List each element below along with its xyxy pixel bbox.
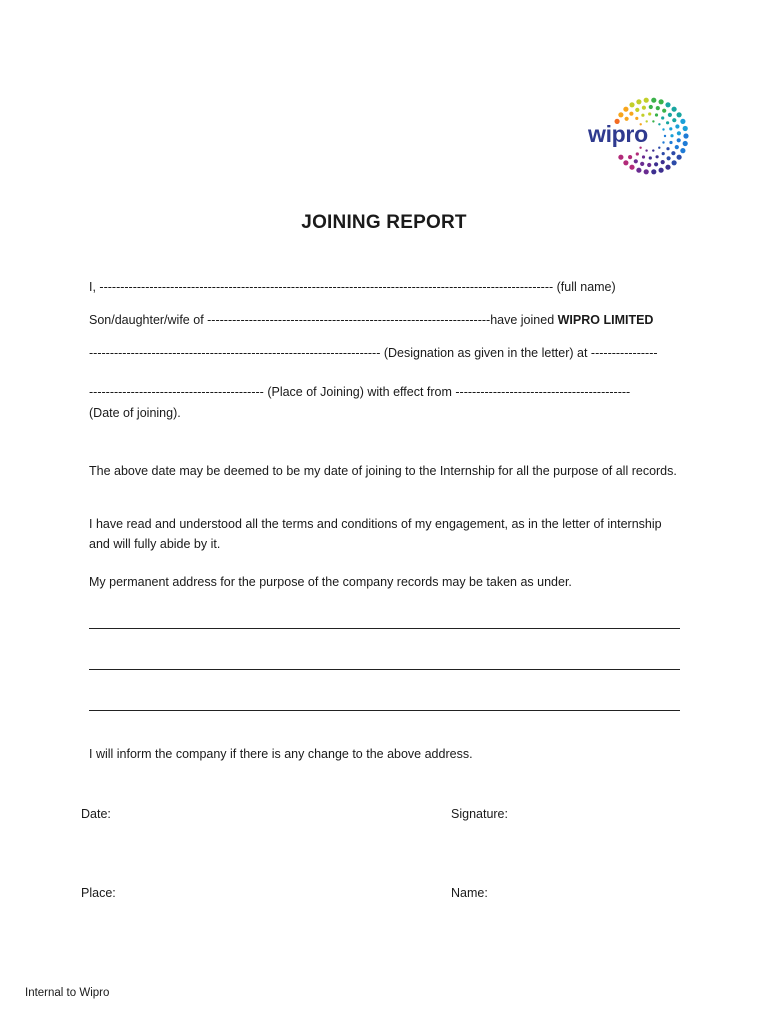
logo-dot: [667, 156, 671, 160]
logo-dot: [618, 112, 623, 117]
logo-dot: [656, 155, 659, 158]
logo-dot: [672, 107, 677, 112]
logo-dot: [662, 128, 664, 130]
logo-dot: [661, 116, 664, 119]
logo-dot: [672, 160, 677, 165]
classification-footer: Internal to Wipro: [25, 987, 110, 999]
logo-dot: [677, 138, 681, 142]
document-title: JOINING REPORT: [301, 212, 467, 233]
place-label-signoff: Place:: [81, 886, 116, 900]
logo-dot: [642, 106, 646, 110]
date-of-joining-label: (Date of joining).: [89, 406, 181, 420]
logo-dot: [665, 102, 670, 107]
full-name-label: (full name): [553, 280, 616, 294]
logo-dot: [629, 102, 634, 107]
logo-dot: [662, 109, 666, 113]
full-name-line: [89, 279, 689, 295]
logo-dot: [672, 118, 676, 122]
full-name-blank: -------------------------------------------------------------------------------------------------------------: [99, 280, 554, 294]
logo-dot: [677, 131, 681, 135]
place-label: (Place of Joining) with effect from: [263, 385, 456, 399]
logo-dot: [645, 149, 647, 151]
logo-dot: [669, 127, 672, 130]
place-of-joining-line: [89, 384, 689, 400]
logo-dot: [644, 169, 649, 174]
logo-dot: [649, 105, 653, 109]
date-label: Date:: [81, 807, 111, 821]
designation-label: (Designation as given in the letter) at: [380, 346, 591, 360]
logo-dot: [648, 112, 651, 115]
logo-dot: [635, 117, 638, 120]
logo-dot: [666, 121, 669, 124]
wipro-logo-text: wipro: [588, 121, 648, 147]
logo-dot: [651, 98, 656, 103]
logo-dot: [652, 120, 654, 122]
inform-paragraph: I will inform the company if there is any change to the above address.: [89, 747, 473, 761]
logo-dot: [656, 106, 660, 110]
logo-dot: [628, 155, 632, 159]
logo-dot: [647, 163, 651, 167]
logo-dot: [680, 119, 685, 124]
logo-dot: [636, 152, 639, 155]
logo-dot: [662, 152, 665, 155]
logo-dot: [642, 155, 645, 158]
logo-dot: [664, 135, 666, 137]
logo-dot: [683, 133, 688, 138]
logo-dot: [649, 156, 652, 159]
signature-label: Signature:: [451, 807, 508, 821]
full-name-prefix: I,: [89, 280, 100, 294]
logo-dot: [629, 112, 633, 116]
logo-dot: [618, 155, 623, 160]
logo-dot: [623, 160, 628, 165]
logo-dot: [655, 113, 658, 116]
designation-line: [89, 345, 689, 361]
logo-dot: [659, 168, 664, 173]
parent-line: [89, 312, 689, 328]
effective-date-blank: ------------------------------------------: [455, 385, 631, 399]
logo-dot: [683, 126, 688, 131]
logo-dot: [662, 141, 664, 143]
logo-dot: [658, 123, 660, 125]
logo-dot: [665, 165, 670, 170]
logo-dot: [654, 162, 658, 166]
parent-blank: --------------------------------------------------------------------: [207, 313, 491, 327]
logo-dot: [634, 159, 638, 163]
logo-dot: [659, 99, 664, 104]
logo-dot: [677, 112, 682, 117]
logo-dot: [623, 107, 628, 112]
logo-dot: [680, 148, 685, 153]
logo-dot: [683, 141, 688, 146]
logo-dot: [671, 151, 675, 155]
logo-dot: [666, 147, 669, 150]
logo-dot: [670, 134, 673, 137]
logo-dot: [652, 149, 654, 151]
logo-dot: [658, 147, 660, 149]
logo-dot: [661, 160, 665, 164]
logo-dot: [675, 145, 679, 149]
address-line-3: [89, 710, 680, 711]
address-line-1: [89, 628, 680, 629]
logo-dot: [651, 169, 656, 174]
logo-dot: [675, 124, 679, 128]
logo-dot: [635, 108, 639, 112]
logo-dot: [677, 155, 682, 160]
company-name: WIPRO LIMITED: [557, 313, 654, 327]
deemed-date-paragraph: The above date may be deemed to be my date of joining to the Internship for all the purpose of all records.: [89, 464, 677, 478]
have-joined-text: have joined: [490, 313, 558, 327]
logo-dot: [669, 141, 672, 144]
location-blank: ----------------: [590, 346, 658, 360]
parent-prefix: Son/daughter/wife of: [89, 313, 208, 327]
address-line-2: [89, 669, 680, 670]
place-blank: ------------------------------------------: [89, 385, 264, 399]
logo-dot: [640, 162, 644, 166]
logo-dot: [641, 114, 644, 117]
logo-dot: [644, 98, 649, 103]
terms-paragraph: I have read and understood all the terms and conditions of my engagement, as in the letter of internship and will fully abide by it.: [89, 517, 662, 551]
logo-dot: [636, 168, 641, 173]
designation-blank: ----------------------------------------------------------------------: [89, 346, 381, 360]
logo-dot: [668, 113, 672, 117]
logo-dot: [636, 99, 641, 104]
logo-dot: [629, 165, 634, 170]
name-label: Name:: [451, 886, 488, 900]
address-intro-paragraph: My permanent address for the purpose of the company records may be taken as under.: [89, 575, 572, 589]
